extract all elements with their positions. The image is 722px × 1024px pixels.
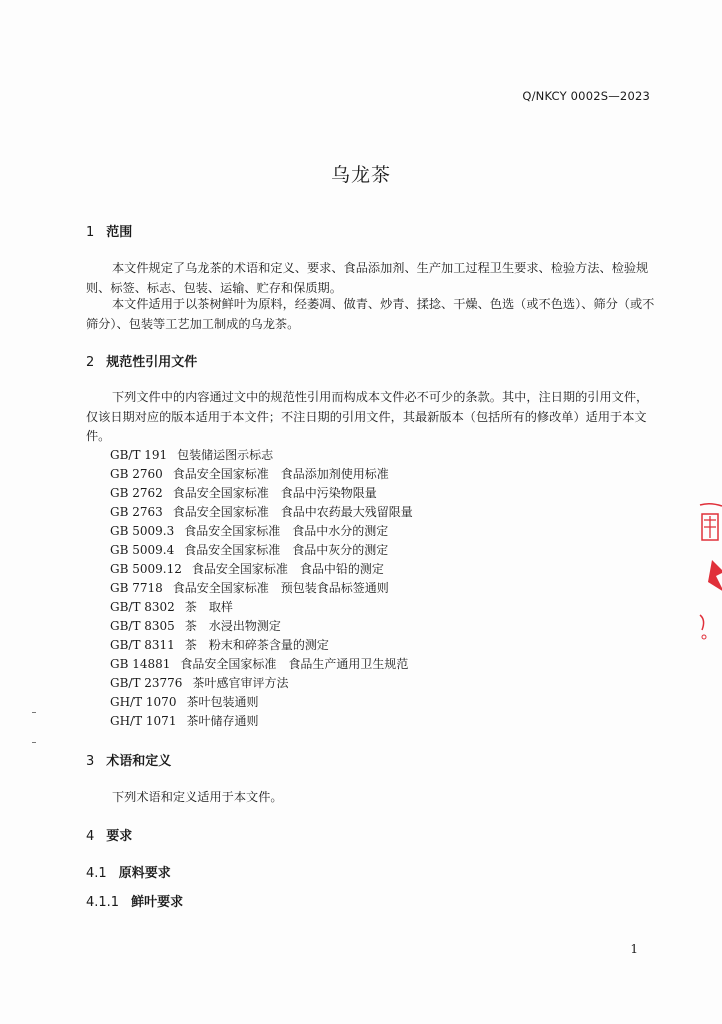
reference-code: GB 2762: [110, 486, 163, 500]
section-2-heading: [86, 351, 197, 370]
reference-code: GH/T 1070: [110, 695, 177, 709]
reference-item: [110, 541, 413, 560]
reference-code: GB 2760: [110, 467, 163, 481]
reference-title: 食品安全国家标准 食品添加剂使用标准: [172, 467, 389, 481]
section-number: 3: [86, 754, 95, 769]
section-number: 4.1.1: [86, 895, 120, 910]
reference-title: 食品安全国家标准 食品中灰分的测定: [184, 543, 389, 557]
section-1-paragraph-1: 本文件规定了乌龙茶的术语和定义、要求、食品添加剂、生产加工过程卫生要求、检验方法、检验规则、标签、标志、包装、运输、贮存和保质期。: [86, 261, 649, 295]
section-title: 原料要求: [118, 866, 171, 881]
section-title: 要求: [106, 829, 133, 844]
section-4-heading: [86, 825, 132, 844]
reference-item: [110, 712, 413, 731]
section-3-paragraph-1: 下列术语和定义适用于本文件。: [112, 790, 283, 804]
section-3-heading: [86, 750, 171, 769]
reference-code: GB/T 8305: [110, 619, 175, 633]
reference-title: 茶叶包装通则: [186, 695, 259, 709]
reference-item: [110, 446, 413, 465]
reference-code: GB 14881: [110, 657, 171, 671]
scan-mark: [32, 742, 36, 743]
reference-item: [110, 465, 413, 484]
reference-item: [110, 674, 413, 693]
reference-title: 茶 水浸出物测定: [184, 619, 281, 633]
reference-code: GB 5009.4: [110, 543, 175, 557]
reference-code: GB/T 23776: [110, 676, 183, 690]
reference-item: [110, 617, 413, 636]
reference-title: 食品安全国家标准 食品中污染物限量: [172, 486, 377, 500]
document-code: Q/NKCY 0002S—2023: [522, 89, 650, 103]
reference-title: 包装储运图示标志: [177, 448, 274, 462]
section-title: 术语和定义: [106, 754, 172, 769]
section-4-1-heading: [86, 862, 171, 881]
reference-title: 茶 粉末和碎茶含量的测定: [184, 638, 329, 652]
reference-code: GB/T 191: [110, 448, 168, 462]
section-title: 规范性引用文件: [106, 355, 198, 370]
reference-code: GB 5009.12: [110, 562, 182, 576]
section-number: 1: [86, 225, 95, 240]
reference-title: 食品安全国家标准 食品中水分的测定: [184, 524, 389, 538]
section-title: 鲜叶要求: [131, 895, 184, 910]
reference-title: 茶叶储存通则: [186, 714, 259, 728]
scan-mark: [32, 712, 36, 713]
reference-list: [110, 446, 413, 731]
reference-code: GB 2763: [110, 505, 163, 519]
reference-code: GB 7718: [110, 581, 163, 595]
document-title: 乌龙茶: [330, 164, 391, 186]
section-number: 4: [86, 829, 95, 844]
section-1-heading: [86, 221, 132, 240]
reference-item: [110, 636, 413, 655]
page-number: 1: [630, 942, 638, 956]
section-4-1-1-heading: [86, 891, 183, 910]
reference-code: GH/T 1071: [110, 714, 177, 728]
reference-code: GB 5009.3: [110, 524, 175, 538]
section-2-paragraph-1: 下列文件中的内容通过文中的规范性引用而构成本文件必不可少的条款。其中，注日期的引用文件，仅该日期对应的版本适用于本文件；不注日期的引用文件，其最新版本（包括所有的修改单）适用于本文件。: [86, 390, 649, 443]
reference-code: GB/T 8302: [110, 600, 175, 614]
reference-title: 茶 取样: [184, 600, 233, 614]
reference-code: GB/T 8311: [110, 638, 175, 652]
reference-item: [110, 655, 413, 674]
reference-title: 食品安全国家标准 食品中农药最大残留限量: [172, 505, 413, 519]
section-1-paragraph-2: 本文件适用于以茶树鲜叶为原料，经萎凋、做青、炒青、揉捻、干燥、色选（或不色选）、筛分（或不筛分）、包装等工艺加工制成的乌龙茶。: [86, 297, 655, 331]
section-number: 4.1: [86, 866, 107, 881]
section-number: 2: [86, 355, 95, 370]
red-seal-stamp-icon: [690, 500, 722, 650]
reference-item: [110, 598, 413, 617]
reference-title: 食品安全国家标准 食品生产通用卫生规范: [180, 657, 409, 671]
reference-title: 食品安全国家标准 预包装食品标签通则: [172, 581, 389, 595]
reference-item: [110, 522, 413, 541]
reference-item: [110, 693, 413, 712]
reference-item: [110, 560, 413, 579]
reference-item: [110, 503, 413, 522]
reference-title: 食品安全国家标准 食品中铅的测定: [191, 562, 384, 576]
reference-title: 茶叶感官审评方法: [192, 676, 289, 690]
reference-item: [110, 579, 413, 598]
section-title: 范围: [106, 225, 133, 240]
reference-item: [110, 484, 413, 503]
